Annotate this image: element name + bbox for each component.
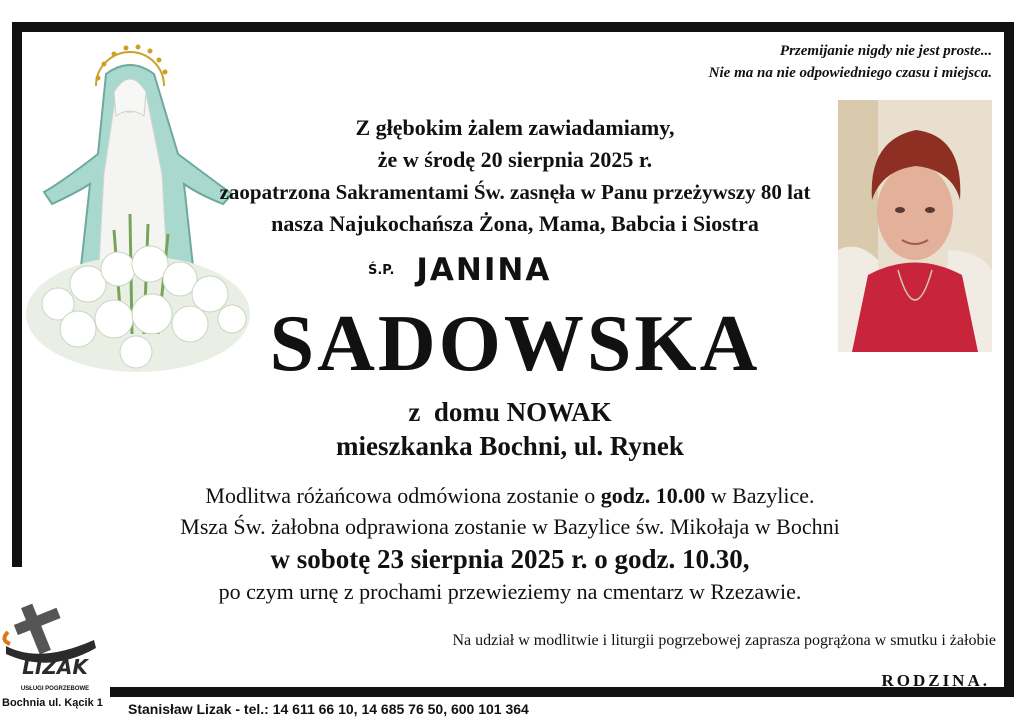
frame-right-border	[1004, 22, 1014, 697]
deceased-origin	[230, 395, 790, 463]
cross-icon	[14, 604, 61, 655]
logo-wordmark: LIZAK	[22, 655, 88, 679]
sp-prefix: Ś.P.	[368, 262, 395, 278]
announcement-line-2: że w środę 20 sierpnia 2025 r.	[377, 147, 653, 172]
funeral-date-time: w sobotę 23 sierpnia 2025 r. o godz. 10.30,	[270, 544, 750, 574]
portrait-photo	[838, 100, 992, 352]
mass-line: Msza Św. żałobna odprawiona zostanie w Bazylice św. Mikołaja w Bochni	[180, 514, 840, 539]
burial-line: po czym urnę z prochami przewieziemy na cmentarz w Rzezawie.	[218, 579, 802, 604]
motto	[709, 40, 992, 84]
maiden-name: z domu NOWAK	[408, 397, 612, 427]
funeral-home-logo	[0, 594, 110, 690]
funeral-home-contact: Stanisław Lizak - tel.: 14 611 66 10, 14 685 76 50, 600 101 364	[128, 701, 529, 717]
announcement-line-4: nasza Najukochańsza Żona, Mama, Babcia i Siostra	[271, 211, 759, 236]
announcement-line-3: zaopatrzona Sakramentami Św. zasnęła w Panu przeżywszy 80 lat	[219, 180, 811, 204]
deceased-first-name-line	[368, 252, 551, 288]
invitation-text: Na udział w modlitwie i liturgii pogrzebowej zaprasza pogrążona w smutku i żałobie	[452, 632, 996, 649]
frame-top-border	[12, 22, 1014, 32]
motto-line-1: Przemijanie nigdy nie jest proste...	[779, 43, 992, 59]
rosary-line	[100, 480, 920, 511]
surname: SADOWSKA	[269, 300, 761, 388]
frame-bottom-border	[110, 687, 1014, 697]
family-signature: RODZINA.	[881, 671, 990, 690]
first-name: JANINA	[416, 252, 552, 288]
funeral-home-address: Bochnia ul. Kącik 1	[2, 697, 103, 709]
announcement-line-1: Z głębokim żalem zawiadamiamy,	[355, 115, 675, 140]
rosary-text-before: Modlitwa różańcowa odmówiona zostanie o	[205, 483, 601, 508]
residence: mieszkanka Bochni, ul. Rynek	[336, 431, 684, 461]
motto-line-2: Nie ma na nie odpowiedniego czasu i miejsca.	[708, 65, 992, 81]
ceremony-details	[100, 480, 920, 607]
announcement-text	[200, 112, 830, 240]
logo-tagline: USŁUGI POGRZEBOWE	[20, 686, 90, 692]
rosary-text-after: w Bazylice.	[705, 483, 815, 508]
rosary-time: godz. 10.00	[600, 483, 706, 508]
